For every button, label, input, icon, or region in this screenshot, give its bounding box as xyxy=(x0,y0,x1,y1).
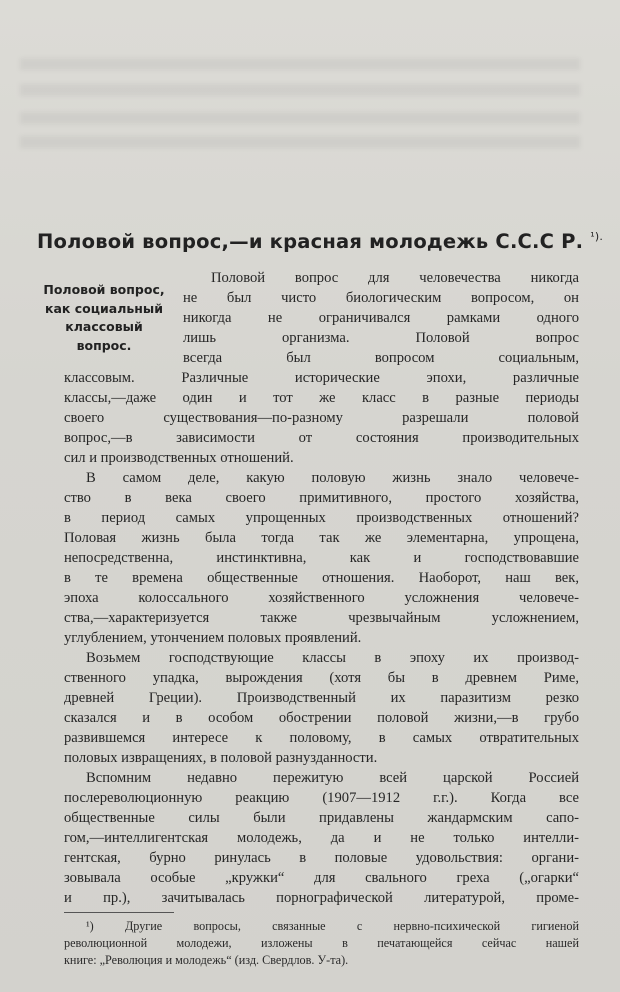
body-line: ства,—характеризуется также чрезвычайным усложнением, xyxy=(64,610,579,626)
footnote-line: книге: „Революция и молодежь“ (изд. Свердлов. У-та). xyxy=(64,953,349,967)
side-heading-line: Половой вопрос, xyxy=(43,282,165,297)
bleed-through xyxy=(20,136,580,148)
body-line: сил и производственных отношений. xyxy=(64,450,294,466)
body-line: половых извращениях, в половой разнузданности. xyxy=(64,750,378,766)
bleed-through xyxy=(20,112,580,124)
body-line: Возьмем господствующие классы в эпоху их производ- xyxy=(86,650,579,666)
body-line: гентская, бурно ринулась в половые удовольствия: органи- xyxy=(64,850,579,866)
body-line: своего существования—по-разному разрешали половой xyxy=(64,410,579,426)
body-line: развившемся интересе к половому, в самых отвратительных xyxy=(64,730,579,746)
article-title xyxy=(37,222,604,257)
body-line: древней Греции). Производственный их паразитизм резко xyxy=(64,690,579,706)
footnote-line: революционной молодежи, изложены в печатающейся сейчас нашей xyxy=(64,936,579,950)
title-footnote-mark: ¹). xyxy=(590,230,604,243)
body-line: классовым. Различные исторические эпохи, различные xyxy=(64,370,579,386)
body-line: ственного упадка, вырождения (хотя бы в древнем Риме, xyxy=(64,670,579,686)
body-line: не был чисто биологическим вопросом, он xyxy=(183,290,579,306)
body-line: гом,—интеллигентская молодежь, да и не только интелли- xyxy=(64,830,579,846)
body-line: Половая жизнь была тогда так же элементарна, упрощена, xyxy=(64,530,579,546)
side-heading-line: вопрос. xyxy=(76,337,132,353)
body-line: общественные силы были придавлены жандармским сапо- xyxy=(64,810,579,826)
footnote-rule xyxy=(64,912,174,913)
body-line: в период самых упрощенных производственных отношений? xyxy=(64,510,579,526)
body-line: углублением, утончением половых проявлений. xyxy=(64,630,362,646)
body-line: Вспомним недавно пережитую всей царской Россией xyxy=(86,770,579,786)
body-line: в те времена общественные отношения. Наоборот, наш век, xyxy=(64,570,579,586)
body-line: непосредственна, инстинктивна, как и господствовавшие xyxy=(64,550,579,566)
footnote-line: ¹) Другие вопросы, связанные с нервно-психической гигиеной xyxy=(86,919,579,933)
side-heading-line: классовый xyxy=(65,319,143,334)
body-line: послереволюционную реакцию (1907—1912 г.г.). Когда все xyxy=(64,790,579,806)
body-line: всегда был вопросом социальным, xyxy=(183,350,579,366)
side-heading-line: как социальный xyxy=(45,300,163,316)
body-line: зовывала особые „кружки“ для свального греха („огарки“ xyxy=(64,870,579,886)
body-line: лишь организма. Половой вопрос xyxy=(183,330,579,346)
body-line: и пр.), зачитывалась порнографической литературой, проме- xyxy=(64,890,579,906)
bleed-through xyxy=(20,84,580,96)
body-line: вопрос,—в зависимости от состояния производительных xyxy=(64,430,579,446)
body-line: сказался и в особом обострении половой жизни,—в грубо xyxy=(64,710,579,726)
body-line: В самом деле, какую половую жизнь знало человече- xyxy=(86,470,579,486)
article-title-text: Половой вопрос,—и красная молодежь С.С.С Р. xyxy=(37,230,584,253)
body-line: эпоха колоссального хозяйственного усложнения человече- xyxy=(64,590,579,606)
side-heading xyxy=(34,281,174,355)
bleed-through xyxy=(20,58,580,70)
body-line: ство в века своего примитивного, простого хозяйства, xyxy=(64,490,579,506)
body-line: Половой вопрос для человечества никогда xyxy=(211,270,579,286)
body-line: никогда не ограничивался рамками одного xyxy=(183,310,579,326)
body-line: классы,—даже один и тот же класс в разные периоды xyxy=(64,390,579,406)
